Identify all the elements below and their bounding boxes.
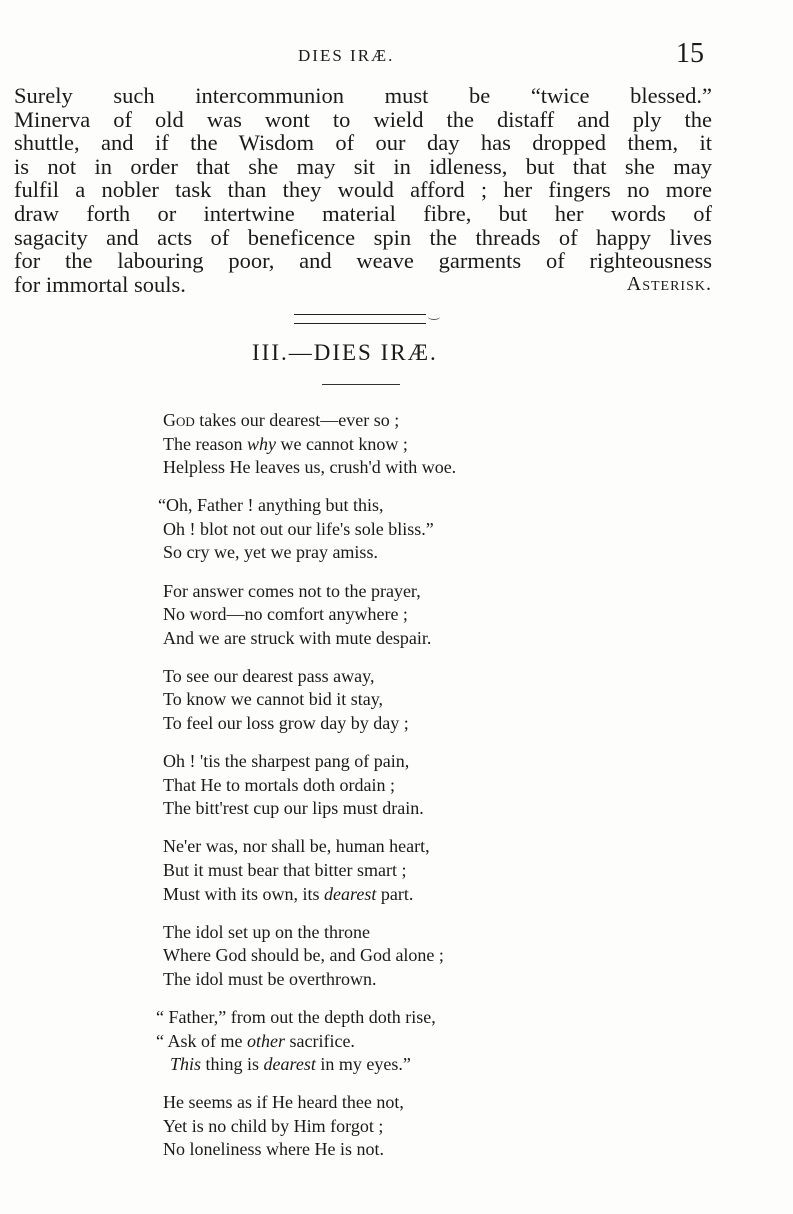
stanza bbox=[163, 409, 583, 480]
line-text: “ Ask of me bbox=[156, 1030, 247, 1051]
prose-line: for the labouring poor, and weave garments of righteousness bbox=[14, 248, 712, 274]
italic-word: dearest bbox=[263, 1054, 316, 1075]
line-text: Must with its own, its bbox=[163, 883, 325, 904]
poem bbox=[156, 409, 583, 1177]
line-text: sacrifice. bbox=[284, 1030, 355, 1051]
poem-line: “ Father,” from out the depth doth rise, bbox=[156, 1006, 436, 1027]
prose-line: Surely such intercommunion must be “twice blessed.” bbox=[14, 83, 712, 108]
stanza bbox=[163, 665, 583, 736]
italic-word: dearest bbox=[324, 883, 377, 904]
poem-line: Where God should be, and God alone ; bbox=[163, 945, 444, 966]
poem-line: Helpless He leaves us, crush'd with woe. bbox=[163, 457, 457, 478]
prose-line: fulfil a nobler task than they would afford ; her fingers no more bbox=[14, 177, 712, 203]
poem-line: “Oh, Father ! anything but this, bbox=[158, 495, 384, 516]
poem-line bbox=[163, 409, 583, 433]
line-text: in my eyes.” bbox=[315, 1054, 411, 1075]
poem-line: Yet is no child by Him forgot ; bbox=[163, 1115, 384, 1136]
prose-line: shuttle, and if the Wisdom of our day has dropped them, it bbox=[14, 130, 712, 156]
stanza bbox=[156, 1006, 583, 1077]
poem-line: Oh ! blot not out our life's sole bliss.” bbox=[163, 518, 434, 539]
poem-line: For answer comes not to the prayer, bbox=[163, 580, 421, 601]
stanza bbox=[163, 1091, 583, 1162]
poem-line: To see our dearest pass away, bbox=[163, 665, 375, 686]
poem-line: The idol must be overthrown. bbox=[163, 968, 377, 989]
line-text: takes our dearest—ever so ; bbox=[194, 410, 400, 430]
line-text: thing is bbox=[201, 1054, 264, 1075]
prose-last-line bbox=[14, 273, 712, 297]
poem-line bbox=[156, 1030, 583, 1054]
stanza bbox=[163, 750, 583, 821]
running-title: DIES IRÆ. bbox=[298, 46, 395, 65]
poem-line: Oh ! 'tis the sharpest pang of pain, bbox=[163, 751, 410, 772]
prose-line: is not in order that she may sit in idleness, but that she may bbox=[14, 153, 712, 179]
poem-line: The bitt'rest cup our lips must drain. bbox=[163, 798, 424, 819]
line-text: The reason bbox=[163, 433, 247, 454]
stanza bbox=[163, 921, 583, 992]
prose-line: Minerva of old was wont to wield the distaff and ply the bbox=[14, 106, 712, 132]
stanza bbox=[158, 494, 583, 565]
poem-line bbox=[163, 883, 583, 907]
italic-word: why bbox=[246, 433, 276, 454]
section-title: III.—DIES IRÆ. bbox=[252, 340, 438, 365]
italic-word: This bbox=[170, 1054, 202, 1075]
prose-line: sagacity and acts of beneficence spin the threads of happy lives bbox=[14, 224, 712, 250]
line-text: we cannot know ; bbox=[275, 433, 408, 454]
poem-line: To feel our loss grow day by day ; bbox=[163, 713, 409, 734]
poem-line: Ne'er was, nor shall be, human heart, bbox=[163, 836, 430, 857]
author-signature: Asterisk. bbox=[626, 272, 712, 295]
prose-line: draw forth or intertwine material fibre, but her words of bbox=[14, 200, 712, 226]
small-caps-word: God bbox=[163, 410, 195, 430]
poem-line: So cry we, yet we pray amiss. bbox=[163, 542, 378, 563]
poem-line: He seems as if He heard thee not, bbox=[163, 1092, 404, 1113]
poem-line bbox=[163, 433, 583, 457]
page-number: 15 bbox=[676, 38, 704, 69]
italic-word: other bbox=[246, 1030, 285, 1051]
stanza bbox=[163, 580, 583, 651]
poem-line: The idol set up on the throne bbox=[163, 921, 370, 942]
poem-line: And we are struck with mute despair. bbox=[163, 627, 432, 648]
title-rule bbox=[322, 384, 400, 385]
line-text: part. bbox=[376, 883, 414, 904]
prose-closing-text: for immortal souls. bbox=[14, 271, 186, 297]
stanza bbox=[163, 835, 583, 906]
poem-line: No word—no comfort anywhere ; bbox=[163, 604, 408, 625]
poem-line: That He to mortals doth ordain ; bbox=[163, 774, 395, 795]
poem-line: No loneliness where He is not. bbox=[163, 1139, 384, 1160]
poem-line: But it must bear that bitter smart ; bbox=[163, 860, 407, 880]
poem-line bbox=[170, 1053, 583, 1077]
section-divider bbox=[294, 314, 426, 324]
prose-paragraph bbox=[14, 84, 712, 296]
running-header bbox=[0, 38, 793, 78]
poem-line: To know we cannot bid it stay, bbox=[163, 689, 384, 710]
